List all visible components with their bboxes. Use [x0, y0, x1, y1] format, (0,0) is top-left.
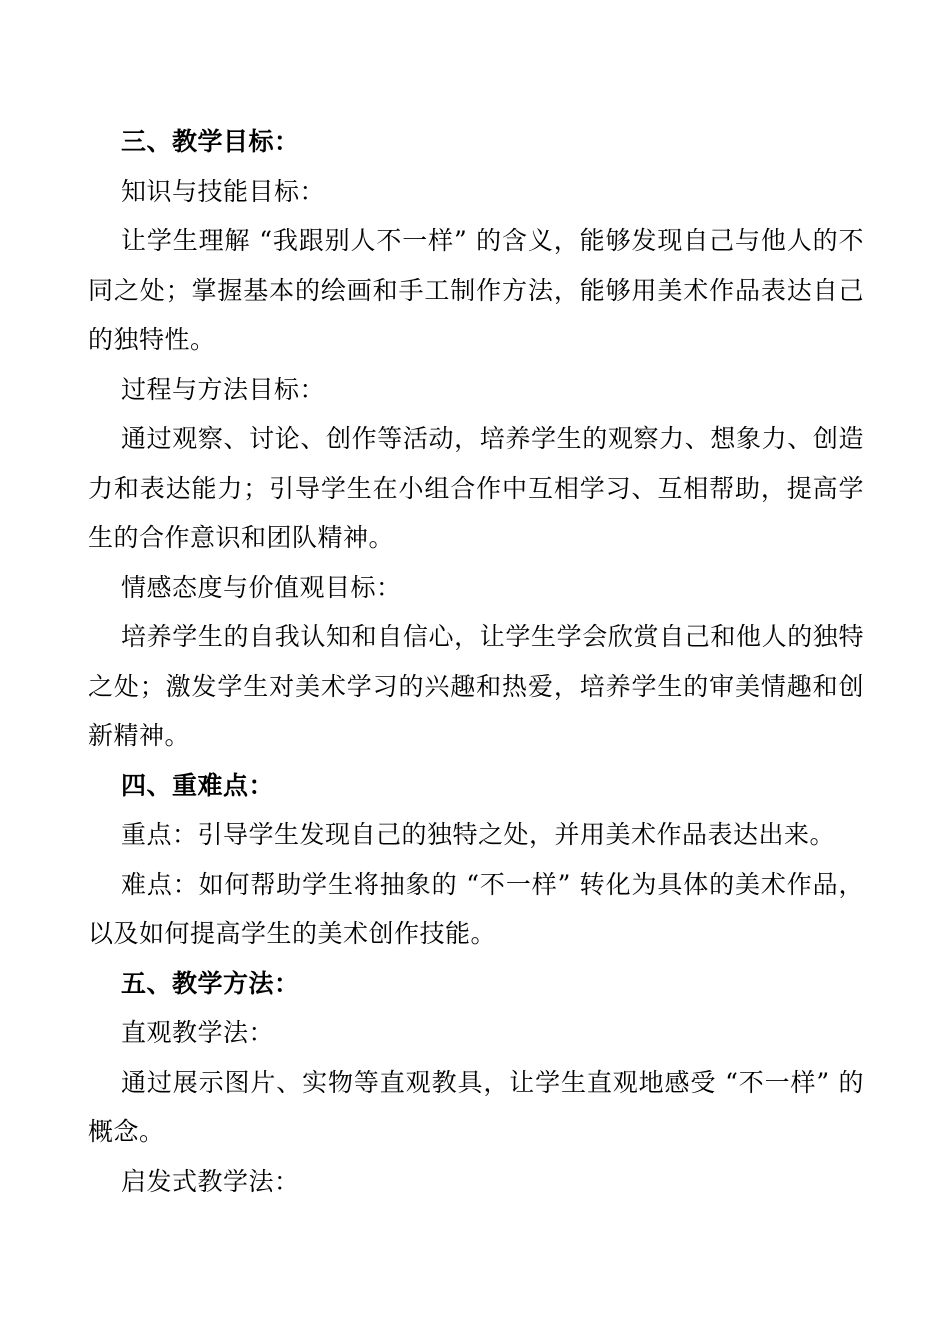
emotion-values-paragraph: 培养学生的自我认知和自信心，让学生学会欣赏自己和他人的独特之处；激发学生对美术学习的兴趣和热爱，培养学生的审美情趣和创新精神。	[88, 622, 864, 750]
intuitive-method-paragraph: 通过展示图片、实物等直观教具，让学生直观地感受 “不一样” 的概念。	[88, 1067, 864, 1146]
heuristic-method-label: 启发式教学法：	[121, 1166, 300, 1196]
emotion-values-label: 情感态度与价值观目标：	[121, 572, 402, 602]
document-body	[88, 117, 864, 1206]
intuitive-method-label: 直观教学法：	[121, 1018, 275, 1047]
knowledge-skills-paragraph: 让学生理解 “我跟别人不一样” 的含义，能够发现自己与他人的不同之处；掌握基本的绘画和手工制作方法，能够用美术作品表达自己的独特性。	[88, 226, 864, 354]
process-method-paragraph: 通过观察、讨论、创作等活动，培养学生的观察力、想象力、创造力和表达能力；引导学生在小组合作中互相学习、互相帮助，提高学生的合作意识和团队精神。	[88, 424, 864, 552]
key-difficulty-paragraph: 难点：如何帮助学生将抽象的 “不一样” 转化为具体的美术作品，以及如何提高学生的美术创作技能。	[88, 869, 864, 948]
process-method-label: 过程与方法目标：	[121, 374, 326, 404]
section-heading-teaching-goals: 三、教学目标：	[121, 127, 300, 156]
key-focus-paragraph: 重点：引导学生发现自己的独特之处，并用美术作品表达出来。	[121, 820, 836, 849]
knowledge-skills-label: 知识与技能目标：	[121, 176, 326, 206]
section-heading-key-points: 四、重难点：	[121, 770, 275, 800]
section-heading-teaching-methods: 五、教学方法：	[121, 968, 300, 998]
